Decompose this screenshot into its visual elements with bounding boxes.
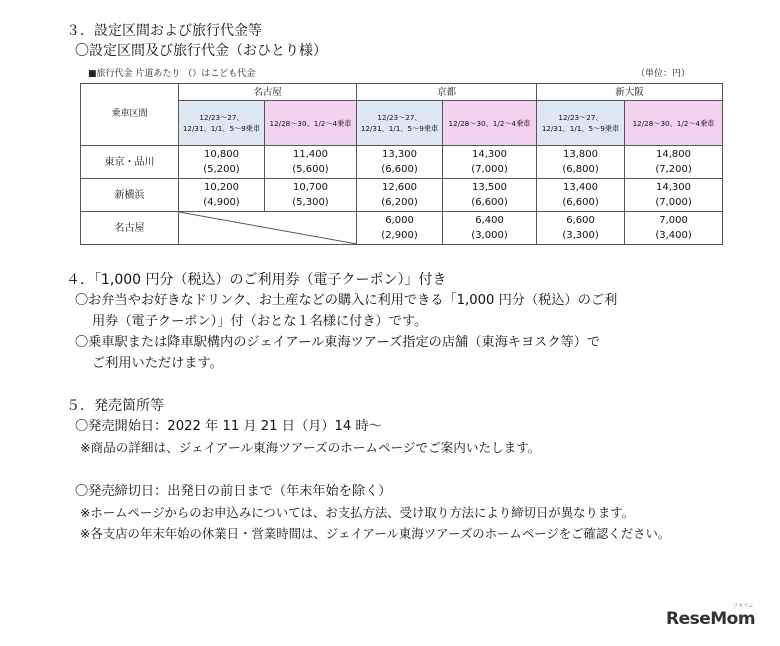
section4-heading: ４．「1,000 円分（税込）のご利用券（電子クーポン）」付き	[66, 272, 447, 288]
section4-line3: 〇乗車駅または降車駅構内のジェイアール東海ツアーズ指定の店舗（東海キヨスク等）で	[75, 335, 601, 350]
diagonal-slash	[179, 212, 357, 244]
section4-line2: 用券（電子クーポン）」付（おとな１名様に付き）です。	[92, 314, 428, 329]
sale-end-note2: ※各支店の年末年始の休業日・営業時間は、ジェイアール東海ツアーズのホームページをご確認ください。	[80, 526, 671, 541]
fare-note: ■旅行代金 片道あたり （）はこども代金	[88, 69, 256, 79]
section3-heading: ３．設定区間および旅行代金等	[66, 23, 262, 39]
fare-cell: 6,000 (2,900)	[357, 212, 443, 245]
dest-kyoto: 京都	[357, 84, 537, 101]
not-applicable-cell	[179, 212, 357, 245]
fare-cell: 14,300 (7,000)	[625, 179, 723, 212]
section4-line1: 〇お弁当やお好きなドリンク、お土産などの購入に利用できる「1,000 円分（税込）のご利	[75, 293, 618, 308]
station-cell: 東京・品川	[81, 146, 179, 179]
unit-note: （単位：円）	[636, 69, 691, 79]
period2-header: 12/28～30、1/2～4乗車	[443, 101, 537, 146]
dest-shin-osaka: 新大阪	[537, 84, 723, 101]
fare-cell: 7,000 (3,400)	[625, 212, 723, 245]
period1-header: 12/23～27、 12/31、1/1、5～9乗車	[537, 101, 625, 146]
station-cell: 新横浜	[81, 179, 179, 212]
section4-line4: ご利用いただけます。	[92, 356, 223, 371]
fare-cell: 6,600 (3,300)	[537, 212, 625, 245]
section5-heading: ５．発売箇所等	[66, 398, 164, 414]
table-row	[81, 179, 723, 212]
fare-cell: 13,800 (6,800)	[537, 146, 625, 179]
table-row	[81, 212, 723, 245]
resemom-logo: リセマム ReseMom	[666, 603, 756, 629]
table-row	[81, 146, 723, 179]
fare-cell: 10,800 (5,200)	[179, 146, 265, 179]
dest-nagoya: 名古屋	[179, 84, 357, 101]
sale-end-note1: ※ホームページからのお申込みについては、お支払方法、受け取り方法により締切日が異なります。	[80, 505, 635, 520]
fare-cell: 13,500 (6,600)	[443, 179, 537, 212]
station-cell: 名古屋	[81, 212, 179, 245]
fare-cell: 13,400 (6,600)	[537, 179, 625, 212]
period1-header: 12/23～27、 12/31、1/1、5～9乗車	[357, 101, 443, 146]
sale-start: 〇発売開始日：2022 年 11 月 21 日（月）14 時～	[75, 419, 382, 434]
section3-subheading: 〇設定区間及び旅行代金（おひとり様）	[75, 43, 327, 59]
fare-table	[80, 83, 723, 245]
period2-header: 12/28～30、1/2～4乗車	[625, 101, 723, 146]
fare-cell: 14,800 (7,200)	[625, 146, 723, 179]
sale-start-note: ※商品の詳細は、ジェイアール東海ツアーズのホームページでご案内いたします。	[80, 440, 541, 455]
fare-cell: 6,400 (3,000)	[443, 212, 537, 245]
fare-cell: 10,700 (5,300)	[265, 179, 357, 212]
fare-cell: 13,300 (6,600)	[357, 146, 443, 179]
sale-end: 〇発売締切日：出発日の前日まで（年末年始を除く）	[75, 484, 392, 499]
fare-cell: 10,200 (4,900)	[179, 179, 265, 212]
period1-header: 12/23～27、 12/31、1/1、5～9乗車	[179, 101, 265, 146]
fare-cell: 11,400 (5,600)	[265, 146, 357, 179]
fare-cell: 12,600 (6,200)	[357, 179, 443, 212]
route-header: 乗車区間	[81, 84, 179, 146]
fare-cell: 14,300 (7,000)	[443, 146, 537, 179]
period2-header: 12/28～30、1/2～4乗車	[265, 101, 357, 146]
